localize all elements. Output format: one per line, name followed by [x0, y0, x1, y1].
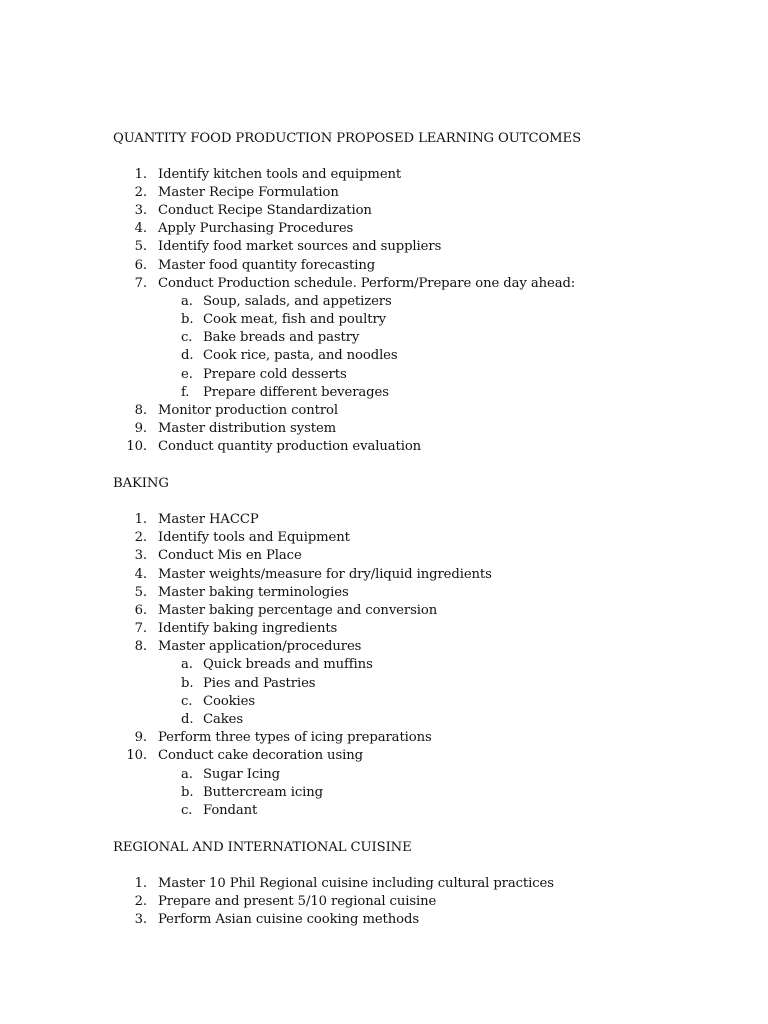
- list-text: Conduct quantity production evaluation: [158, 439, 422, 454]
- list-number: 4.: [134, 567, 147, 582]
- sub-list-text: Prepare different beverages: [203, 385, 389, 400]
- list-number: 4.: [134, 221, 147, 236]
- list-number: 8.: [134, 403, 147, 418]
- list-number: 3.: [134, 548, 147, 563]
- list-number: 7.: [134, 276, 147, 291]
- sub-list-text: Prepare cold desserts: [203, 367, 347, 382]
- sub-list-text: Sugar Icing: [203, 767, 280, 782]
- sub-list-letter: d.: [181, 348, 194, 363]
- list-text: Master baking terminologies: [158, 585, 349, 600]
- list-number: 5.: [134, 585, 147, 600]
- sub-list-letter: b.: [181, 785, 194, 800]
- list-text: Master 10 Phil Regional cuisine including cultural practices: [158, 876, 554, 891]
- list-text: Prepare and present 5/10 regional cuisine: [158, 894, 437, 909]
- list-number: 6.: [134, 258, 147, 273]
- sub-list-text: Cook rice, pasta, and noodles: [203, 348, 398, 363]
- list-text: Identify baking ingredients: [158, 621, 338, 636]
- sub-list-text: Soup, salads, and appetizers: [203, 294, 392, 309]
- section-heading-baking: BAKING: [113, 476, 169, 491]
- list-text: Master baking percentage and conversion: [158, 603, 438, 618]
- section-heading-quantity-food-production: QUANTITY FOOD PRODUCTION PROPOSED LEARNING OUTCOMES: [113, 131, 582, 146]
- sub-list-text: Cakes: [203, 712, 244, 727]
- list-number: 1.: [134, 167, 147, 182]
- list-text: Identify tools and Equipment: [158, 530, 350, 545]
- sub-list-text: Pies and Pastries: [203, 676, 316, 691]
- list-number: 6.: [134, 603, 147, 618]
- sub-list-text: Quick breads and muffins: [203, 657, 373, 672]
- list-text: Identify kitchen tools and equipment: [158, 167, 402, 182]
- sub-list-text: Buttercream icing: [203, 785, 324, 800]
- sub-list-text: Cookies: [203, 694, 256, 709]
- list-number: 5.: [134, 239, 147, 254]
- sub-list-letter: c.: [181, 694, 193, 709]
- list-text: Conduct cake decoration using: [158, 748, 363, 763]
- list-number: 1.: [134, 512, 147, 527]
- list-text: Perform Asian cuisine cooking methods: [158, 912, 419, 927]
- sub-list-letter: e.: [181, 367, 193, 382]
- list-text: Master weights/measure for dry/liquid ingredients: [158, 567, 492, 582]
- section-heading-regional-international-cuisine: REGIONAL AND INTERNATIONAL CUISINE: [113, 840, 412, 855]
- list-text: Perform three types of icing preparations: [158, 730, 432, 745]
- list-number: 9.: [134, 730, 147, 745]
- sub-list-letter: a.: [181, 767, 193, 782]
- list-text: Master application/procedures: [158, 639, 362, 654]
- sub-list-letter: d.: [181, 712, 194, 727]
- sub-list-letter: a.: [181, 294, 193, 309]
- sub-list-text: Bake breads and pastry: [203, 330, 360, 345]
- sub-list-letter: b.: [181, 312, 194, 327]
- list-text: Conduct Production schedule. Perform/Prepare one day ahead:: [158, 276, 576, 291]
- list-number: 10.: [126, 439, 147, 454]
- sub-list-letter: c.: [181, 803, 193, 818]
- list-number: 3.: [134, 203, 147, 218]
- list-text: Master distribution system: [158, 421, 337, 436]
- list-text: Apply Purchasing Procedures: [158, 221, 354, 236]
- list-text: Monitor production control: [158, 403, 339, 418]
- list-text: Conduct Recipe Standardization: [158, 203, 372, 218]
- sub-list-letter: c.: [181, 330, 193, 345]
- sub-list-letter: f.: [181, 385, 190, 400]
- sub-list-text: Cook meat, fish and poultry: [203, 312, 386, 327]
- list-number: 7.: [134, 621, 147, 636]
- list-number: 3.: [134, 912, 147, 927]
- list-text: Master food quantity forecasting: [158, 258, 376, 273]
- list-number: 2.: [134, 185, 147, 200]
- list-text: Identify food market sources and suppliers: [158, 239, 442, 254]
- list-number: 10.: [126, 748, 147, 763]
- list-text: Master HACCP: [158, 512, 259, 527]
- list-number: 9.: [134, 421, 147, 436]
- list-text: Conduct Mis en Place: [158, 548, 302, 563]
- list-number: 8.: [134, 639, 147, 654]
- list-number: 2.: [134, 894, 147, 909]
- list-number: 1.: [134, 876, 147, 891]
- list-text: Master Recipe Formulation: [158, 185, 339, 200]
- sub-list-letter: b.: [181, 676, 194, 691]
- sub-list-letter: a.: [181, 657, 193, 672]
- list-number: 2.: [134, 530, 147, 545]
- sub-list-text: Fondant: [203, 803, 258, 818]
